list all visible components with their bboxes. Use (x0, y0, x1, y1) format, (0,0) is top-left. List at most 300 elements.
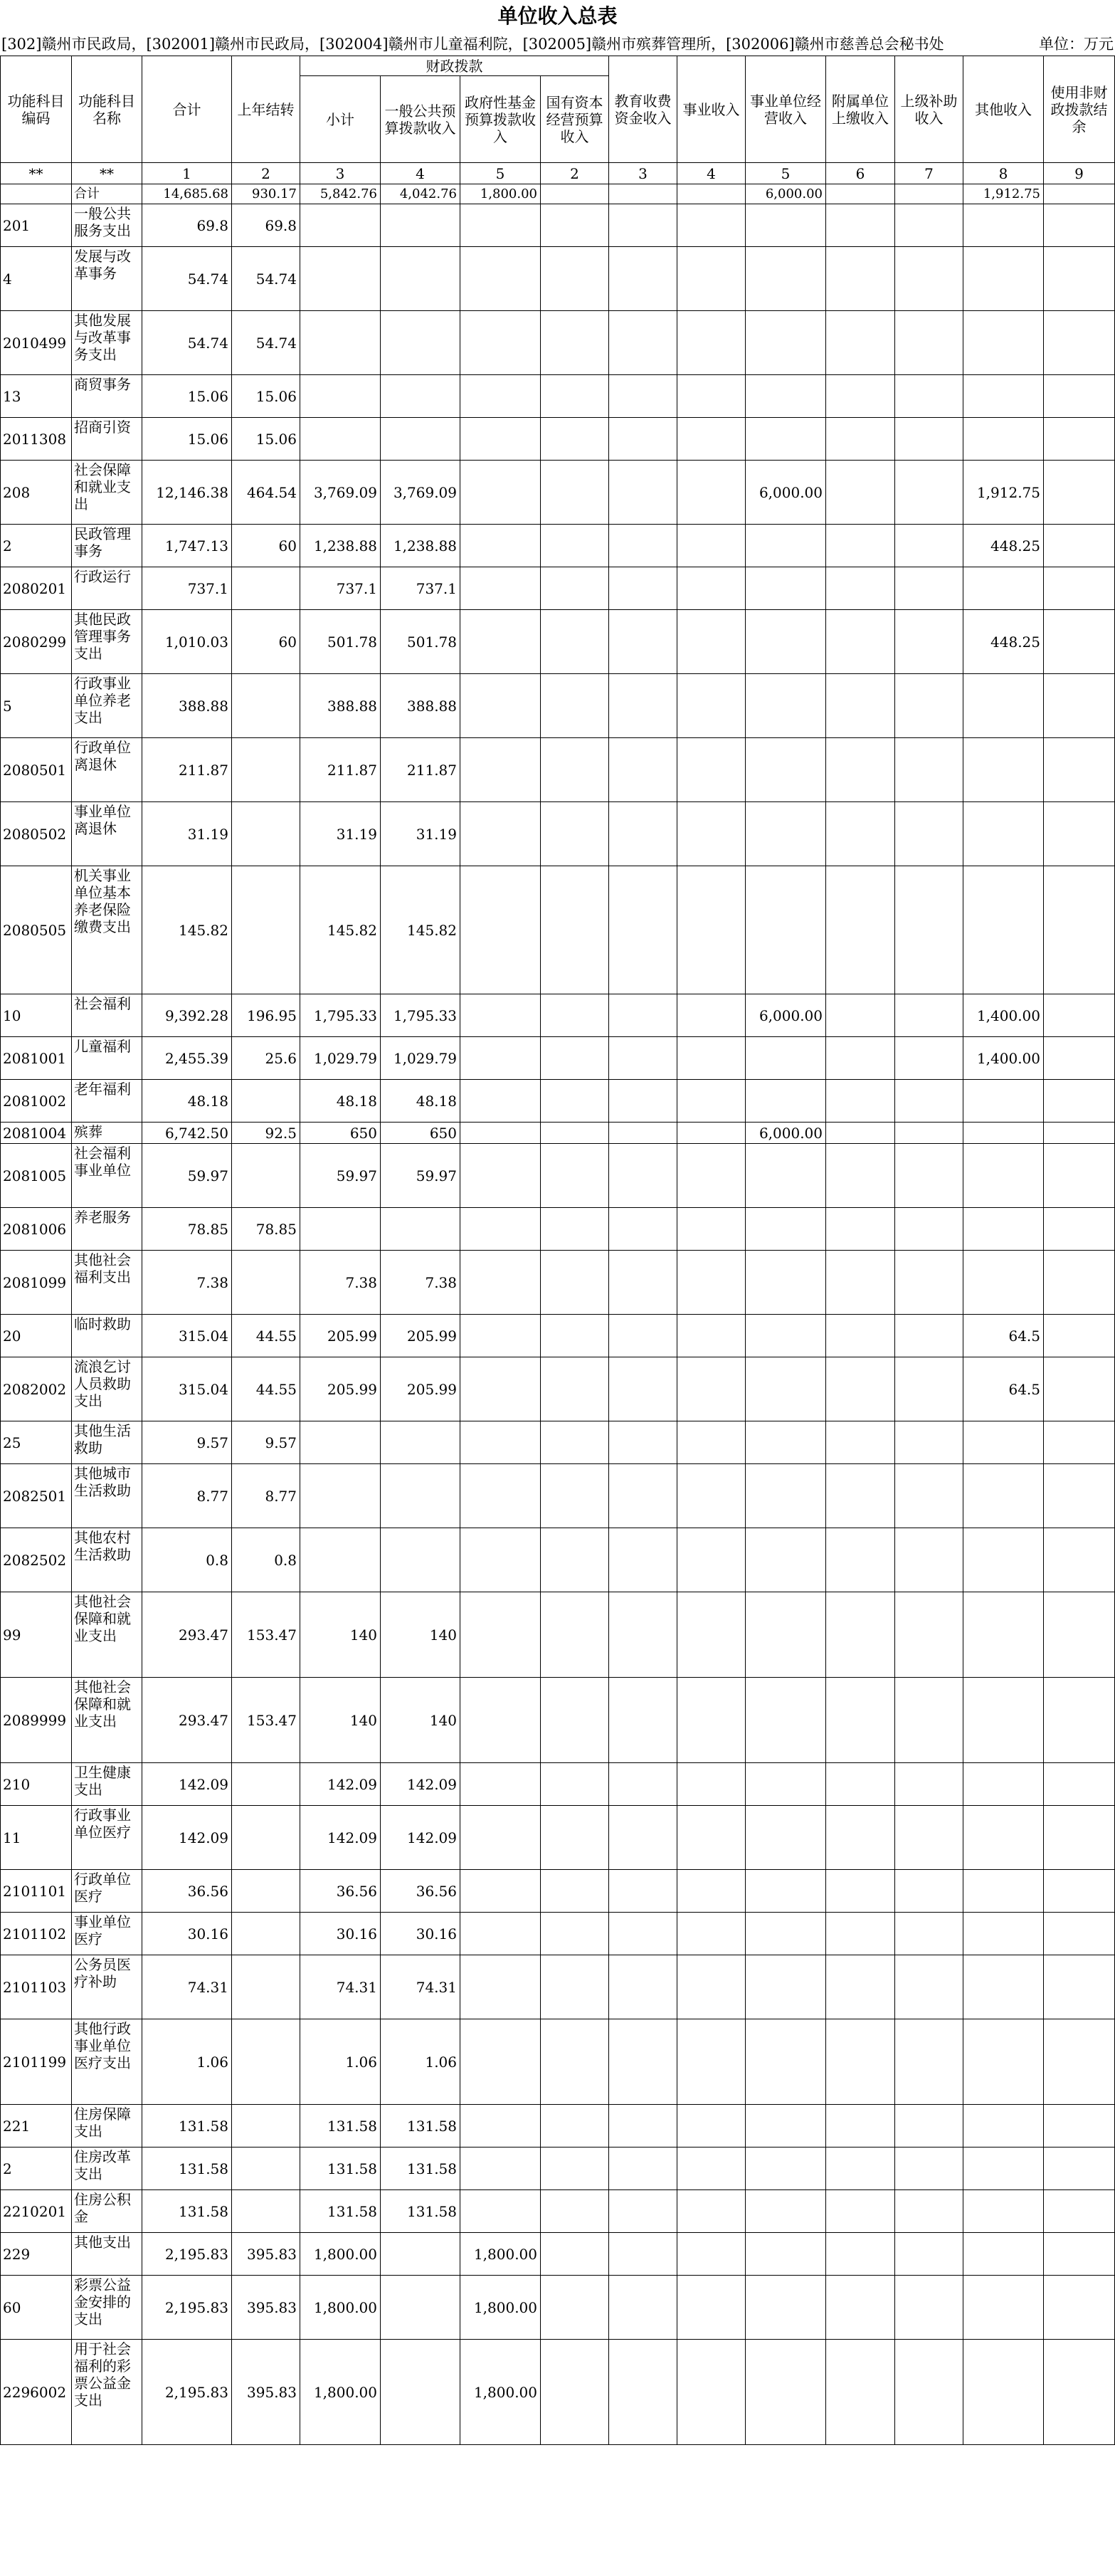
subtotal-cell: 205.99 (300, 1315, 381, 1357)
total-cell: 2,195.83 (142, 2233, 232, 2276)
name-cell: 行政单位医疗 (72, 1870, 142, 1913)
carryover-cell (232, 738, 300, 802)
state-capital-cell (541, 2276, 609, 2340)
carryover-cell: 15.06 (232, 418, 300, 461)
index-cell: 8 (963, 163, 1044, 184)
carryover-cell: 60 (232, 610, 300, 674)
header-total: 合计 (142, 56, 232, 163)
operating-cell (746, 1080, 826, 1123)
index-cell: ** (1, 163, 72, 184)
general-budget-cell (381, 1208, 460, 1251)
gov-fund-cell (460, 610, 541, 674)
business-cell (677, 802, 746, 866)
business-cell (677, 375, 746, 418)
state-capital-cell (541, 2105, 609, 2147)
other-cell (963, 1144, 1044, 1208)
affiliated-cell (826, 994, 895, 1037)
subtotal-cell (300, 375, 381, 418)
header-affiliated: 附属单位上缴收入 (826, 56, 895, 163)
business-cell (677, 567, 746, 610)
business-cell (677, 1251, 746, 1315)
state-capital-cell (541, 567, 609, 610)
affiliated-cell (826, 1357, 895, 1421)
carryover-cell: 464.54 (232, 461, 300, 525)
other-cell (963, 738, 1044, 802)
affiliated-cell (826, 1592, 895, 1678)
gov-fund-cell (460, 1144, 541, 1208)
business-cell (677, 1357, 746, 1421)
edu-fee-cell (609, 1806, 677, 1870)
other-cell: 64.5 (963, 1357, 1044, 1421)
total-cell: 14,685.68 (142, 184, 232, 204)
upper-subsidy-cell (895, 1870, 963, 1913)
name-cell: 其他社会保障和就业支出 (72, 1592, 142, 1678)
edu-fee-cell (609, 1208, 677, 1251)
name-cell: 其他发展与改革事务支出 (72, 311, 142, 375)
total-cell: 293.47 (142, 1592, 232, 1678)
other-cell (963, 418, 1044, 461)
subtotal-cell (300, 247, 381, 311)
total-cell: 2,195.83 (142, 2276, 232, 2340)
state-capital-cell (541, 1464, 609, 1528)
table-row (1, 525, 1115, 567)
general-budget-cell: 142.09 (381, 1763, 460, 1806)
name-cell: 事业单位医疗 (72, 1913, 142, 1955)
affiliated-cell (826, 2340, 895, 2445)
unit-list-subtitle (0, 33, 1115, 56)
operating-cell (746, 311, 826, 375)
other-cell: 1,912.75 (963, 184, 1044, 204)
nonfiscal-balance-cell (1044, 247, 1115, 311)
total-cell: 1,747.13 (142, 525, 232, 567)
operating-cell (746, 802, 826, 866)
affiliated-cell (826, 1464, 895, 1528)
gov-fund-cell (460, 1528, 541, 1592)
edu-fee-cell (609, 525, 677, 567)
business-cell (677, 1208, 746, 1251)
table-row (1, 866, 1115, 994)
gov-fund-cell (460, 1464, 541, 1528)
edu-fee-cell (609, 1037, 677, 1080)
total-cell: 131.58 (142, 2105, 232, 2147)
affiliated-cell (826, 1315, 895, 1357)
header-code: 功能科目编码 (1, 56, 72, 163)
business-cell (677, 674, 746, 738)
edu-fee-cell (609, 2340, 677, 2445)
nonfiscal-balance-cell (1044, 2019, 1115, 2105)
other-cell (963, 1123, 1044, 1144)
carryover-cell (232, 1870, 300, 1913)
general-budget-cell: 211.87 (381, 738, 460, 802)
index-cell: 6 (826, 163, 895, 184)
subtotal-cell: 140 (300, 1592, 381, 1678)
carryover-cell: 54.74 (232, 311, 300, 375)
index-cell: ** (72, 163, 142, 184)
name-cell: 其他农村生活救助 (72, 1528, 142, 1592)
upper-subsidy-cell (895, 461, 963, 525)
total-cell: 388.88 (142, 674, 232, 738)
edu-fee-cell (609, 2276, 677, 2340)
name-cell: 其他行政事业单位医疗支出 (72, 2019, 142, 2105)
gov-fund-cell (460, 1955, 541, 2019)
upper-subsidy-cell (895, 1592, 963, 1678)
nonfiscal-balance-cell (1044, 1806, 1115, 1870)
table-row (1, 1592, 1115, 1678)
state-capital-cell (541, 610, 609, 674)
carryover-cell: 395.83 (232, 2340, 300, 2445)
code-cell: 2081001 (1, 1037, 72, 1080)
upper-subsidy-cell (895, 204, 963, 247)
business-cell (677, 2147, 746, 2190)
name-cell: 行政事业单位养老支出 (72, 674, 142, 738)
edu-fee-cell (609, 1592, 677, 1678)
header-nonfiscal-balance: 使用非财政拨款结余 (1044, 56, 1115, 163)
other-cell (963, 2105, 1044, 2147)
other-cell (963, 1080, 1044, 1123)
affiliated-cell (826, 2105, 895, 2147)
edu-fee-cell (609, 2190, 677, 2233)
upper-subsidy-cell (895, 1806, 963, 1870)
general-budget-cell: 131.58 (381, 2147, 460, 2190)
carryover-cell: 9.57 (232, 1421, 300, 1464)
name-cell: 其他城市生活救助 (72, 1464, 142, 1528)
state-capital-cell (541, 1315, 609, 1357)
name-cell: 流浪乞讨人员救助支出 (72, 1357, 142, 1421)
upper-subsidy-cell (895, 1080, 963, 1123)
nonfiscal-balance-cell (1044, 2147, 1115, 2190)
gov-fund-cell: 1,800.00 (460, 2276, 541, 2340)
name-cell: 住房公积金 (72, 2190, 142, 2233)
general-budget-cell (381, 375, 460, 418)
upper-subsidy-cell (895, 2340, 963, 2445)
other-cell (963, 1464, 1044, 1528)
table-row (1, 247, 1115, 311)
state-capital-cell (541, 2340, 609, 2445)
code-cell: 2081004 (1, 1123, 72, 1144)
subtotal-cell: 145.82 (300, 866, 381, 994)
subtotal-cell: 30.16 (300, 1913, 381, 1955)
business-cell (677, 2019, 746, 2105)
gov-fund-cell (460, 1315, 541, 1357)
operating-cell (746, 2147, 826, 2190)
table-row (1, 1913, 1115, 1955)
index-cell: 3 (609, 163, 677, 184)
state-capital-cell (541, 2147, 609, 2190)
affiliated-cell (826, 311, 895, 375)
general-budget-cell: 4,042.76 (381, 184, 460, 204)
operating-cell (746, 866, 826, 994)
other-cell (963, 375, 1044, 418)
business-cell (677, 525, 746, 567)
total-cell: 1,010.03 (142, 610, 232, 674)
gov-fund-cell (460, 1123, 541, 1144)
gov-fund-cell (460, 1421, 541, 1464)
edu-fee-cell (609, 994, 677, 1037)
code-cell: 2080299 (1, 610, 72, 674)
total-cell: 145.82 (142, 866, 232, 994)
table-row (1, 1251, 1115, 1315)
carryover-cell (232, 1806, 300, 1870)
upper-subsidy-cell (895, 1251, 963, 1315)
edu-fee-cell (609, 802, 677, 866)
general-budget-cell: 1,795.33 (381, 994, 460, 1037)
state-capital-cell (541, 866, 609, 994)
index-cell: 7 (895, 163, 963, 184)
operating-cell (746, 738, 826, 802)
carryover-cell: 69.8 (232, 204, 300, 247)
business-cell (677, 461, 746, 525)
general-budget-cell: 48.18 (381, 1080, 460, 1123)
gov-fund-cell (460, 2019, 541, 2105)
carryover-cell (232, 1955, 300, 2019)
affiliated-cell (826, 1144, 895, 1208)
business-cell (677, 1464, 746, 1528)
upper-subsidy-cell (895, 2190, 963, 2233)
table-row (1, 1208, 1115, 1251)
table-row (1, 1123, 1115, 1144)
nonfiscal-balance-cell (1044, 1251, 1115, 1315)
total-row (1, 184, 1115, 204)
general-budget-cell (381, 2340, 460, 2445)
other-cell: 448.25 (963, 610, 1044, 674)
general-budget-cell: 1,238.88 (381, 525, 460, 567)
general-budget-cell: 36.56 (381, 1870, 460, 1913)
nonfiscal-balance-cell (1044, 2340, 1115, 2445)
nonfiscal-balance-cell (1044, 2105, 1115, 2147)
edu-fee-cell (609, 1421, 677, 1464)
name-cell: 商贸事务 (72, 375, 142, 418)
edu-fee-cell (609, 1528, 677, 1592)
business-cell (677, 2340, 746, 2445)
table-row (1, 375, 1115, 418)
upper-subsidy-cell (895, 738, 963, 802)
total-cell: 1.06 (142, 2019, 232, 2105)
code-cell: 2080201 (1, 567, 72, 610)
gov-fund-cell (460, 1870, 541, 1913)
general-budget-cell: 131.58 (381, 2105, 460, 2147)
table-row (1, 1315, 1115, 1357)
edu-fee-cell (609, 2019, 677, 2105)
table-row (1, 1037, 1115, 1080)
state-capital-cell (541, 1251, 609, 1315)
table-row (1, 1870, 1115, 1913)
operating-cell (746, 2233, 826, 2276)
other-cell (963, 1678, 1044, 1763)
state-capital-cell (541, 184, 609, 204)
code-cell: 2082002 (1, 1357, 72, 1421)
edu-fee-cell (609, 610, 677, 674)
state-capital-cell (541, 311, 609, 375)
carryover-cell: 395.83 (232, 2276, 300, 2340)
total-cell: 15.06 (142, 418, 232, 461)
affiliated-cell (826, 375, 895, 418)
total-cell: 131.58 (142, 2147, 232, 2190)
header-gov-fund: 政府性基金预算拨款收入 (460, 76, 541, 163)
name-cell: 行政运行 (72, 567, 142, 610)
other-cell (963, 1955, 1044, 2019)
table-row (1, 610, 1115, 674)
subtotal-cell: 1,795.33 (300, 994, 381, 1037)
table-row (1, 1528, 1115, 1592)
business-cell (677, 1037, 746, 1080)
table-row (1, 1144, 1115, 1208)
name-cell: 卫生健康支出 (72, 1763, 142, 1806)
subtotal-cell: 737.1 (300, 567, 381, 610)
subtotal-cell (300, 311, 381, 375)
other-cell: 1,912.75 (963, 461, 1044, 525)
other-cell: 1,400.00 (963, 994, 1044, 1037)
nonfiscal-balance-cell (1044, 1123, 1115, 1144)
nonfiscal-balance-cell (1044, 1528, 1115, 1592)
other-cell (963, 1806, 1044, 1870)
name-cell: 机关事业单位基本养老保险缴费支出 (72, 866, 142, 994)
code-cell: 2010499 (1, 311, 72, 375)
state-capital-cell (541, 1955, 609, 2019)
carryover-cell (232, 1763, 300, 1806)
business-cell (677, 204, 746, 247)
upper-subsidy-cell (895, 2105, 963, 2147)
upper-subsidy-cell (895, 994, 963, 1037)
state-capital-cell (541, 1144, 609, 1208)
gov-fund-cell: 1,800.00 (460, 2233, 541, 2276)
nonfiscal-balance-cell (1044, 994, 1115, 1037)
carryover-cell: 0.8 (232, 1528, 300, 1592)
operating-cell (746, 1955, 826, 2019)
table-header (1, 56, 1115, 163)
affiliated-cell (826, 2190, 895, 2233)
total-cell: 15.06 (142, 375, 232, 418)
general-budget-cell (381, 1464, 460, 1528)
business-cell (677, 866, 746, 994)
state-capital-cell (541, 204, 609, 247)
upper-subsidy-cell (895, 567, 963, 610)
name-cell: 儿童福利 (72, 1037, 142, 1080)
income-summary-table (0, 56, 1115, 2445)
header-state-capital: 国有资本经营预算收入 (541, 76, 609, 163)
general-budget-cell: 7.38 (381, 1251, 460, 1315)
subtotal-cell: 142.09 (300, 1763, 381, 1806)
gov-fund-cell (460, 247, 541, 311)
name-cell: 行政单位离退休 (72, 738, 142, 802)
state-capital-cell (541, 1357, 609, 1421)
subtotal-cell: 3,769.09 (300, 461, 381, 525)
edu-fee-cell (609, 674, 677, 738)
subtotal-cell: 205.99 (300, 1357, 381, 1421)
upper-subsidy-cell (895, 1955, 963, 2019)
name-cell: 民政管理事务 (72, 525, 142, 567)
total-cell: 48.18 (142, 1080, 232, 1123)
carryover-cell (232, 567, 300, 610)
table-row (1, 1357, 1115, 1421)
code-cell: 2 (1, 525, 72, 567)
table-row (1, 1678, 1115, 1763)
edu-fee-cell (609, 1913, 677, 1955)
gov-fund-cell (460, 802, 541, 866)
name-cell: 招商引资 (72, 418, 142, 461)
other-cell (963, 1208, 1044, 1251)
other-cell (963, 204, 1044, 247)
subtotal-cell (300, 1421, 381, 1464)
upper-subsidy-cell (895, 1528, 963, 1592)
business-cell (677, 2105, 746, 2147)
index-cell: 2 (232, 163, 300, 184)
gov-fund-cell (460, 525, 541, 567)
general-budget-cell: 142.09 (381, 1806, 460, 1870)
general-budget-cell: 205.99 (381, 1315, 460, 1357)
state-capital-cell (541, 1678, 609, 1763)
upper-subsidy-cell (895, 1464, 963, 1528)
total-cell: 7.38 (142, 1251, 232, 1315)
edu-fee-cell (609, 1357, 677, 1421)
edu-fee-cell (609, 418, 677, 461)
name-cell: 彩票公益金安排的支出 (72, 2276, 142, 2340)
affiliated-cell (826, 1870, 895, 1913)
gov-fund-cell (460, 1678, 541, 1763)
affiliated-cell (826, 1955, 895, 2019)
operating-cell: 6,000.00 (746, 461, 826, 525)
edu-fee-cell (609, 311, 677, 375)
subtotal-cell: 59.97 (300, 1144, 381, 1208)
subtotal-cell: 1,800.00 (300, 2340, 381, 2445)
operating-cell (746, 2190, 826, 2233)
affiliated-cell (826, 567, 895, 610)
carryover-cell (232, 2019, 300, 2105)
table-row (1, 2019, 1115, 2105)
affiliated-cell (826, 802, 895, 866)
edu-fee-cell (609, 1315, 677, 1357)
general-budget-cell (381, 1421, 460, 1464)
gov-fund-cell (460, 1208, 541, 1251)
other-cell (963, 1870, 1044, 1913)
carryover-cell: 78.85 (232, 1208, 300, 1251)
gov-fund-cell (460, 2190, 541, 2233)
subtotal-cell: 131.58 (300, 2147, 381, 2190)
operating-cell (746, 1144, 826, 1208)
upper-subsidy-cell (895, 866, 963, 994)
total-cell: 142.09 (142, 1806, 232, 1870)
carryover-cell: 44.55 (232, 1357, 300, 1421)
operating-cell (746, 1763, 826, 1806)
other-cell (963, 311, 1044, 375)
business-cell (677, 994, 746, 1037)
gov-fund-cell (460, 2105, 541, 2147)
operating-cell (746, 2276, 826, 2340)
carryover-cell: 196.95 (232, 994, 300, 1037)
operating-cell (746, 1037, 826, 1080)
carryover-cell (232, 2147, 300, 2190)
upper-subsidy-cell (895, 1037, 963, 1080)
subtotal-cell: 140 (300, 1678, 381, 1763)
upper-subsidy-cell (895, 1913, 963, 1955)
subtotal-cell: 74.31 (300, 1955, 381, 2019)
nonfiscal-balance-cell (1044, 802, 1115, 866)
general-budget-cell: 59.97 (381, 1144, 460, 1208)
other-cell (963, 1528, 1044, 1592)
subtotal-cell: 1,238.88 (300, 525, 381, 567)
carryover-cell (232, 802, 300, 866)
index-cell: 5 (746, 163, 826, 184)
carryover-cell: 25.6 (232, 1037, 300, 1080)
edu-fee-cell (609, 375, 677, 418)
state-capital-cell (541, 1037, 609, 1080)
business-cell (677, 1678, 746, 1763)
table-row (1, 738, 1115, 802)
code-cell: 4 (1, 247, 72, 311)
index-cell: 2 (541, 163, 609, 184)
operating-cell (746, 1464, 826, 1528)
total-cell: 54.74 (142, 311, 232, 375)
upper-subsidy-cell (895, 1315, 963, 1357)
